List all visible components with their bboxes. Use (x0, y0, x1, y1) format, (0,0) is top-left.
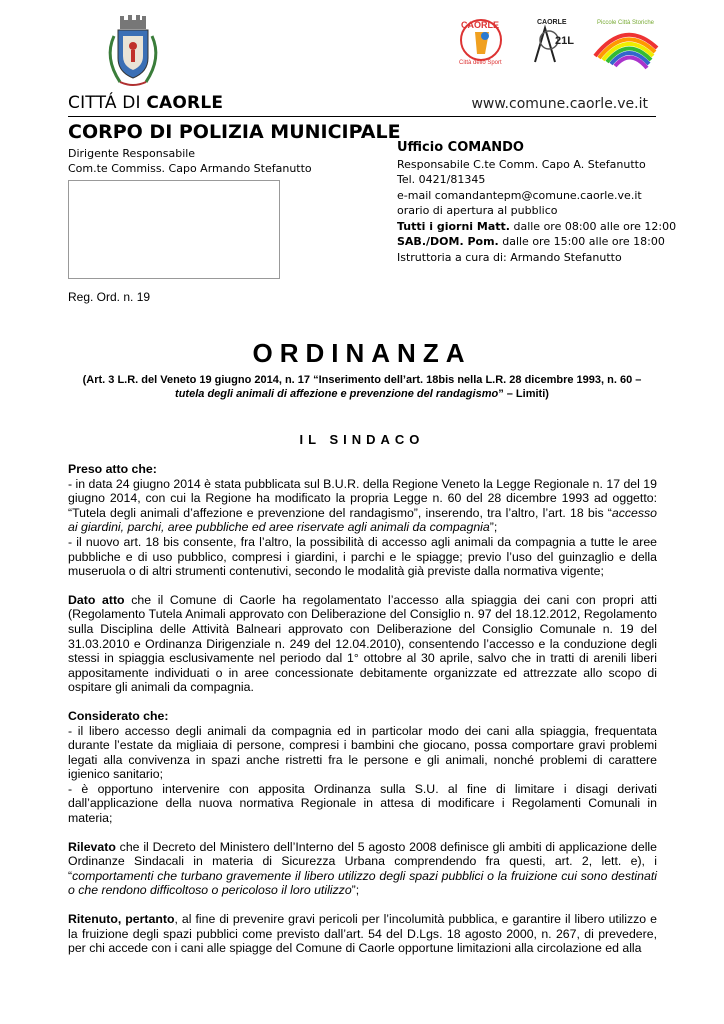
citta-sport-text: Città dello Sport (459, 60, 502, 66)
preso-label: Preso atto che: (68, 462, 157, 476)
dirigente-name: Com.te Commiss. Capo Armando Stefanutto (68, 162, 312, 175)
ufficio-block (397, 140, 676, 265)
piccole-citta-storiche-logo (595, 20, 657, 68)
ufficio-hours-weekday: Tutti i giorni Matt. dalle ore 08:00 alle ore 12:00 (397, 219, 677, 233)
paragraph-rilevato: Rilevato che il Decreto del Ministero dell’Interno del 5 agosto 2008 definisce gli ambiti di applicazione delle Ordinanze Sindacali in materia di Sicurezza Urbana comprendendo fra questi, art. 2, lett. e), i “comportamenti che turbano gravemente il libero utilizzo degli spazi pubblici o la fruizione cui sono destinati o che rendono difficoltoso o pericoloso il loro utilizzo”; (68, 839, 657, 898)
header-divider (68, 116, 656, 117)
ufficio-tel: Tel. 0421/81345 (397, 173, 486, 186)
signature-box (68, 180, 280, 279)
city-crest-logo (98, 14, 168, 94)
city-name-bold: CAORLE (146, 93, 224, 113)
document-body (68, 462, 657, 956)
website-link[interactable]: www.comune.caorle.ve.it (471, 96, 648, 112)
ufficio-email[interactable]: e-mail comandantepm@comune.caorle.ve.it (397, 188, 642, 202)
dirigente-label: Dirigente Responsabile (68, 147, 196, 160)
city-name (68, 93, 223, 113)
reg-ord-number: Reg. Ord. n. 19 (68, 290, 151, 304)
ufficio-title: Ufficio COMANDO (397, 140, 524, 155)
partner-logos (445, 14, 665, 70)
document-subtitle: (Art. 3 L.R. del Veneto 19 giugno 2014, n. 17 “Inserimento dell’art. 18bis nella L.R. 28 dicembre 1993, n. 60 – tutela degli animali di affezione e prevenzione del randagismo” – Limiti) (82, 374, 642, 400)
logo21-top-text: CAORLE (537, 19, 567, 26)
ufficio-istruttoria: Istruttoria a cura di: Armando Stefanutto (397, 250, 622, 264)
paragraph-considerato: Considerato che: - il libero accesso degli animali da compagnia ed in particolar modo dei cani alla spiaggia, frequentata durante l’estate da migliaia di persone, compresi i bambini che giocano, possa comportare gravi problemi legati alla convivenza in spazi anche ristretti fra le persone e gli animali, nonché problemi di carattere igienico sanitario; - è opportuno intervenire con apposita Ordinanza sulla S.U. al fine di limitare i disagi derivati dall’applicazione della nuova normativa Regionale in attesa di modificare i Regolamenti Comunali in materia; (68, 708, 657, 826)
paragraph-preso-atto: Preso atto che: - in data 24 giugno 2014 è stata pubblicata sul B.U.R. della Regione Veneto la Legge Regionale n. 17 del 19 giugno 2014, con cui la Regione ha modificato la propria Legge n. 60 del 28 dicembre 1993 ad oggetto: “Tutela degli animali d’affezione e prevenzione del randagismo”, inserendo, tra l’altro, l’art. 18 bis “accesso ai giardini, parchi, aree pubbliche ed aree riservate agli animali da compagnia”; - il nuovo art. 18 bis consente, fra l’altro, la possibilità di accesso agli animali da compagnia a tutte le aree pubbliche e di uso pubblico, compresi i giardini, i parchi e le spiagge; previo l’uso del guinzaglio e della museruola o di altri strumenti contenutivi, secondo le modalità già previste dalla normativa vigente; (68, 462, 657, 579)
piccole-text: Piccole Città Storiche (597, 20, 655, 26)
dirigente-block (68, 146, 312, 176)
paragraph-dato-atto: Dato atto che il Comune di Caorle ha regolamentato l’accesso alla spiaggia dei cani con propri atti (Regolamento Tutela Animali approvato con Deliberazione del Consiglio n. 97 del 18.12.2012, Regolamento sulla Disciplina delle Attività Balneari approvato con Deliberazione del Consiglio Comunale n. 19 del 31.03.2010 e Ordinanza Dirigenziale n. 249 del 12.04.2010), consentendo l’accesso e la conduzione degli stessi in spiaggia esclusivamente nel periodo dal 1° ottobre al 30 aprile, salvo che in tratti di arenili liberi appositamente individuati o in aree concessionate debitamente organizzate ed attrezzate allo scopo di ospitare gli animali da compagnia. (68, 592, 657, 695)
caorle-citta-dello-sport-logo (459, 20, 502, 66)
paragraph-ritenuto: Ritenuto, pertanto, al fine di prevenire gravi pericoli per l’incolumità pubblica, e garantire il libero utilizzo e la fruizione degli spazi pubblici come previsto dall’art. 54 del D.Lgs. 18 agosto 2000, n. 267, di prevedere, per chi accede con i cani alle spiagge del Comune di Caorle opportune limitazioni alla circolazione ed alla (68, 912, 657, 956)
caorle-logo-text: CAORLE (461, 20, 499, 30)
ufficio-responsabile: Responsabile C.te Comm. Capo A. Stefanutto (397, 157, 646, 171)
document-title: ORDINANZA (252, 338, 472, 368)
sindaco-heading: IL SINDACO (299, 432, 425, 447)
caorle-21l-logo (535, 19, 574, 62)
ufficio-orario: orario di apertura al pubblico (397, 204, 558, 217)
department-title: CORPO DI POLIZIA MUNICIPALE (68, 121, 401, 143)
city-prefix: CITTÁ DI (68, 93, 147, 113)
logo21-text: 21L (555, 35, 574, 47)
ufficio-hours-weekend: SAB./DOM. Pom. dalle ore 15:00 alle ore 18:00 (397, 235, 665, 248)
